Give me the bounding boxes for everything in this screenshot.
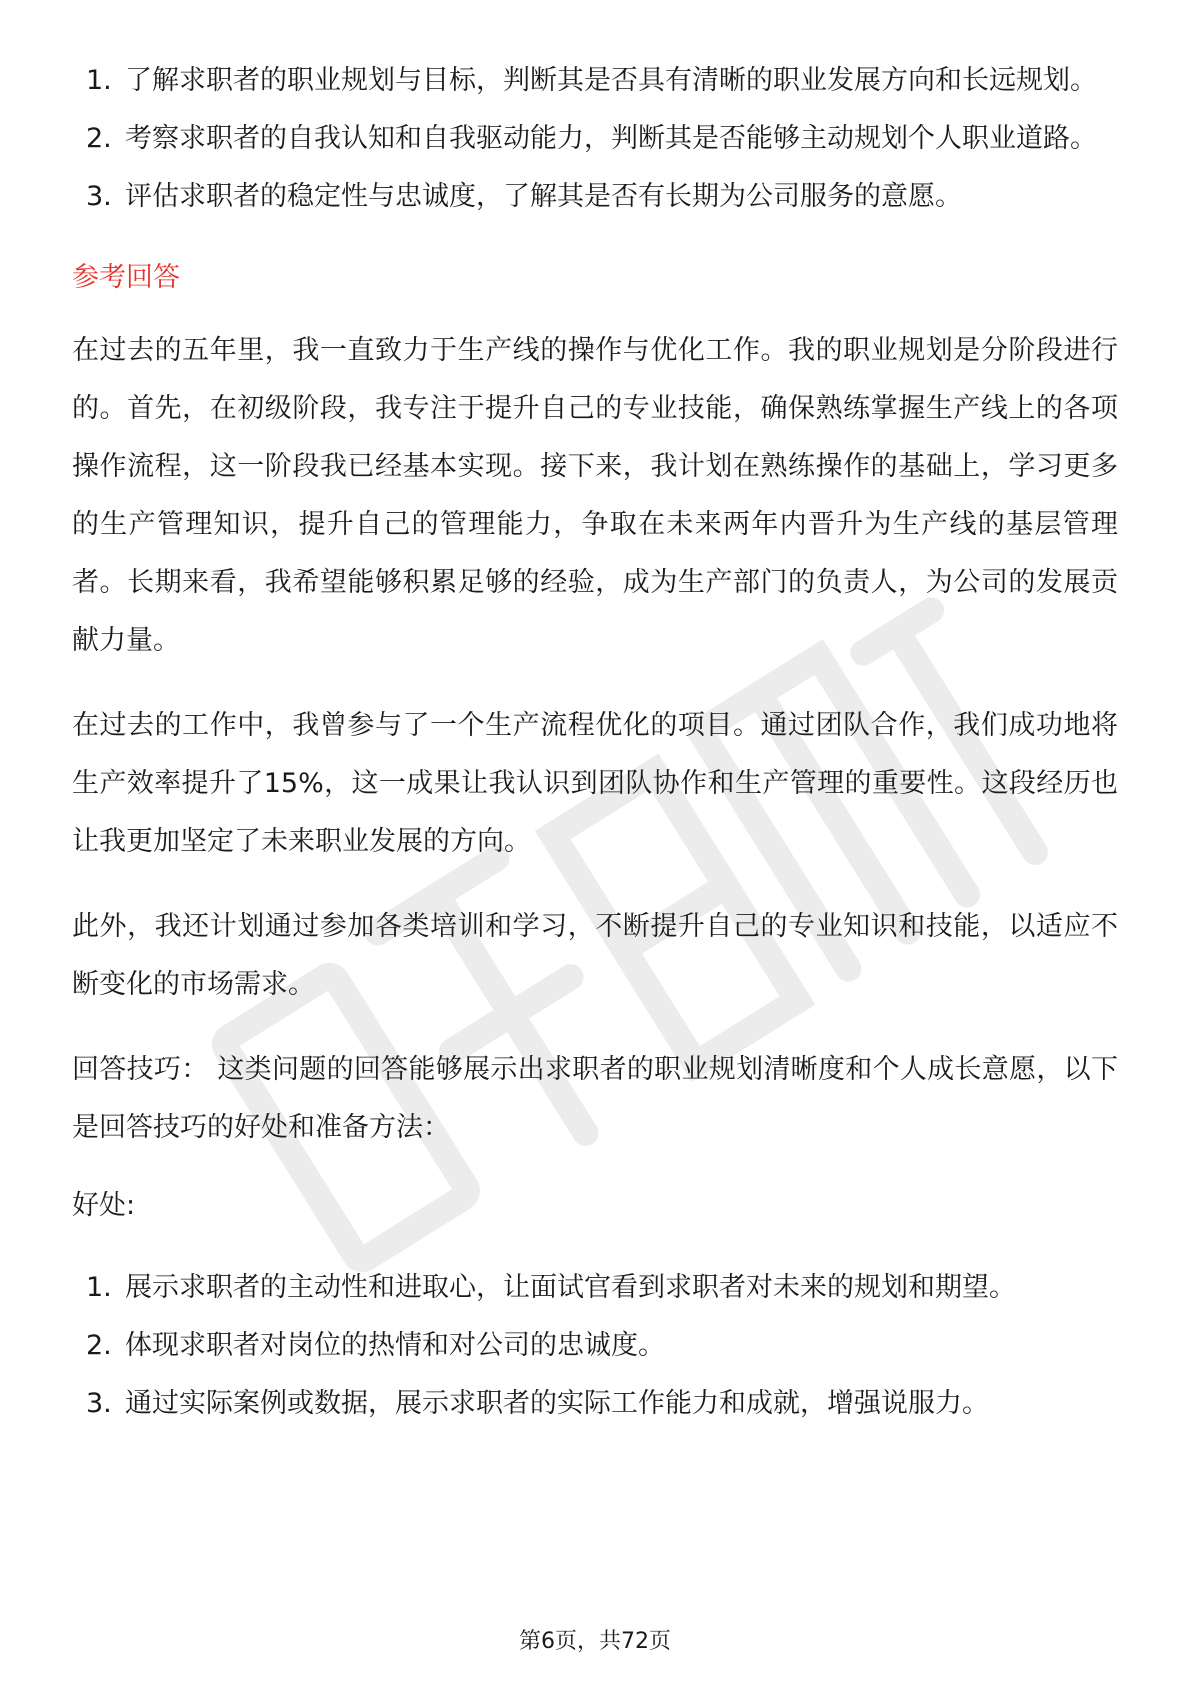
page-footer: 第6页，共72页 — [519, 1629, 671, 1654]
tips-paragraph: 回答技巧： 这类问题的回答能够展示出求职者的职业规划清晰度和个人成长意愿，以下是回答技巧的好处和准备方法： — [72, 1054, 1118, 1143]
answer-paragraph: 在过去的五年里，我一直致力于生产线的操作与优化工作。我的职业规划是分阶段进行的。首先，在初级阶段，我专注于提升自己的专业技能，确保熟练掌握生产线上的各项操作流程，这一阶段我已经基本实现。接下来，我计划在熟练操作的基础上，学习更多的生产管理知识，提升自己的管理能力，争取在未来两年内晋升为生产线的基层管理者。长期来看，我希望能够积累足够的经验，成为生产部门的负责人，为公司的发展贡献力量。 — [72, 335, 1118, 656]
answer-paragraph: 此外，我还计划通过参加各类培训和学习，不断提升自己的专业知识和技能，以适应不断变化的市场需求。 — [72, 911, 1118, 1000]
list-number: 3. — [86, 181, 112, 212]
benefits-list — [72, 1259, 1118, 1433]
list-text: 通过实际案例或数据，展示求职者的实际工作能力和成就，增强说服力。 — [125, 1388, 989, 1419]
list-item — [72, 168, 1118, 226]
list-item — [72, 1317, 1118, 1375]
purpose-list — [72, 52, 1118, 226]
list-item — [72, 1375, 1118, 1433]
list-text: 了解求职者的职业规划与目标，判断其是否具有清晰的职业发展方向和长远规划。 — [125, 65, 1097, 96]
answer-paragraph: 在过去的工作中，我曾参与了一个生产流程优化的项目。通过团队合作，我们成功地将生产效率提升了15%，这一成果让我认识到团队协作和生产管理的重要性。这段经历也让我更加坚定了未来职业发展的方向。 — [72, 710, 1118, 857]
section-heading: 参考回答 — [72, 262, 180, 293]
content — [72, 52, 1118, 1433]
list-text: 体现求职者对岗位的热情和对公司的忠诚度。 — [125, 1330, 665, 1361]
list-number: 2. — [86, 1330, 112, 1361]
list-item — [72, 110, 1118, 168]
list-number: 1. — [86, 1272, 112, 1303]
list-text: 评估求职者的稳定性与忠诚度，了解其是否有长期为公司服务的意愿。 — [125, 181, 962, 212]
list-number: 2. — [86, 123, 112, 154]
list-item — [72, 1259, 1118, 1317]
benefits-label: 好处: — [72, 1190, 136, 1221]
list-number: 3. — [86, 1388, 112, 1419]
list-text: 考察求职者的自我认知和自我驱动能力，判断其是否能够主动规划个人职业道路。 — [125, 123, 1097, 154]
list-number: 1. — [86, 65, 112, 96]
list-item — [72, 52, 1118, 110]
list-text: 展示求职者的主动性和进取心，让面试官看到求职者对未来的规划和期望。 — [125, 1272, 1016, 1303]
